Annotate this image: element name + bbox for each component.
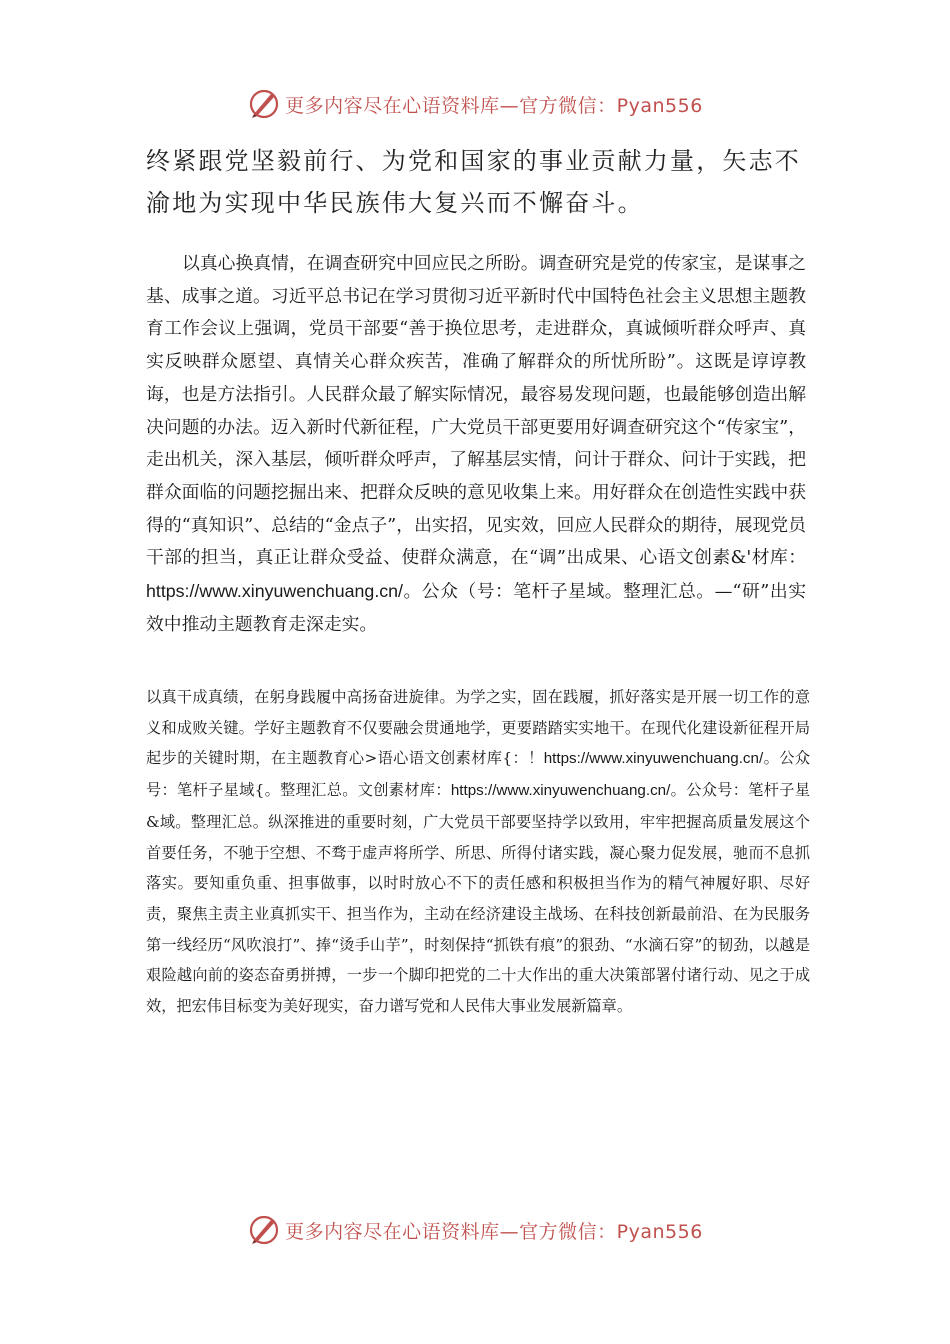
paragraph-2-text: 以真心换真情，在调查研究中回应民之所盼。调查研究是党的传家宝，是谋事之基、成事之道。习近平总书记在学习贯彻习近平新时代中国特色社会主义思想主题教育工作会议上强调，党员干部要“善于换位思考，走进群众，真诚倾听群众呼声、真实反映群众愿望、真情关心群众疾苦，准确了解群众的所忧所盼”。这既是谆谆教诲，也是方法指引。人民群众最了解实际情况，最容易发现问题，也最能够创造出解决问题的办法。迈入新时代新征程，广大党员干部更要用好调查研究这个“传家宝”，走出机关，深入基层，倾听群众呼声，了解基层实情，问计于群众、问计于实践，把群众面临的问题挖掘出来、把群众反映的意见收集上来。用好群众在创造性实践中获得的“真知识”、总结的“金点子”，出实招，见实效，回应人民群众的期待，展现党员干部的担当，真正让群众受益、使群众满意，在“调”出成果、心语文创素&'材库： [146,253,806,569]
paragraph-3-url-1: https://www.xinyuwenchuang.cn/ [543,750,764,768]
paragraph-3-url-2: https://www.xinyuwenchuang.cn/ [450,782,671,800]
pen-circle-logo-icon [247,1213,281,1247]
footer-banner-text: 更多内容尽在心语资料库—官方微信：Pyan556 [285,1220,703,1243]
paragraph-3-text-b: 。公众号：笔杆子星域{。整理汇总。文创素材库： [146,749,811,800]
paragraph-2-url: https://www.xinyuwenchuang.cn/ [146,581,403,602]
header-banner-text: 更多内容尽在心语资料库—官方微信：Pyan556 [285,94,703,117]
header-banner [0,82,950,126]
paragraph-2 [146,248,806,641]
paragraph-3-text-c: 。公众号：笔杆子星&域。整理汇总。纵深推进的重要时刻，广大党员干部要坚持学以致用，牢牢把握高质量发展这个首要任务，不驰于空想、不骛于虚声将所学、所思、所得付诸实践，凝心聚力促发展，驰而不息抓落实。要知重负重、担事做事，以时时放心不下的责任感和积极担当作为的精气神履好职、尽好责，聚焦主责主业真抓实干、担当作为，主动在经济建设主战场、在科技创新最前沿、在为民服务第一线经历“风吹浪打”、捧“烫手山芋”，时刻保持“抓铁有痕”的狠劲、“水滴石穿”的韧劲，以越是艰险越向前的姿态奋勇拼搏，一步一个脚印把党的二十大作出的重大决策部署付诸行动、见之于成效，把宏伟目标变为美好现实，奋力谱写党和人民伟大事业发展新篇章。 [146,781,811,1016]
paragraph-3 [146,682,810,1022]
pen-circle-logo-icon [247,87,281,121]
footer-banner [0,1208,950,1252]
paragraph-2-tail: 。公众（号：笔杆子星域。整理汇总。—“研”出实效中推动主题教育走深走实。 [146,581,806,635]
paragraph-1: 终紧跟党坚毅前行、为党和国家的事业贡献力量，矢志不渝地为实现中华民族伟大复兴而不懈奋斗。 [146,147,801,217]
paragraph-3-text-a: 以真干成真绩，在躬身践履中高扬奋进旋律。为学之实，固在践履，抓好落实是开展一切工作的意义和成败关键。学好主题教育不仅要融会贯通地学，更要踏踏实实地干。在现代化建设新征程开局起步的关键时期，在主题教育心>语心语文创素材库{：！ [146,688,810,768]
